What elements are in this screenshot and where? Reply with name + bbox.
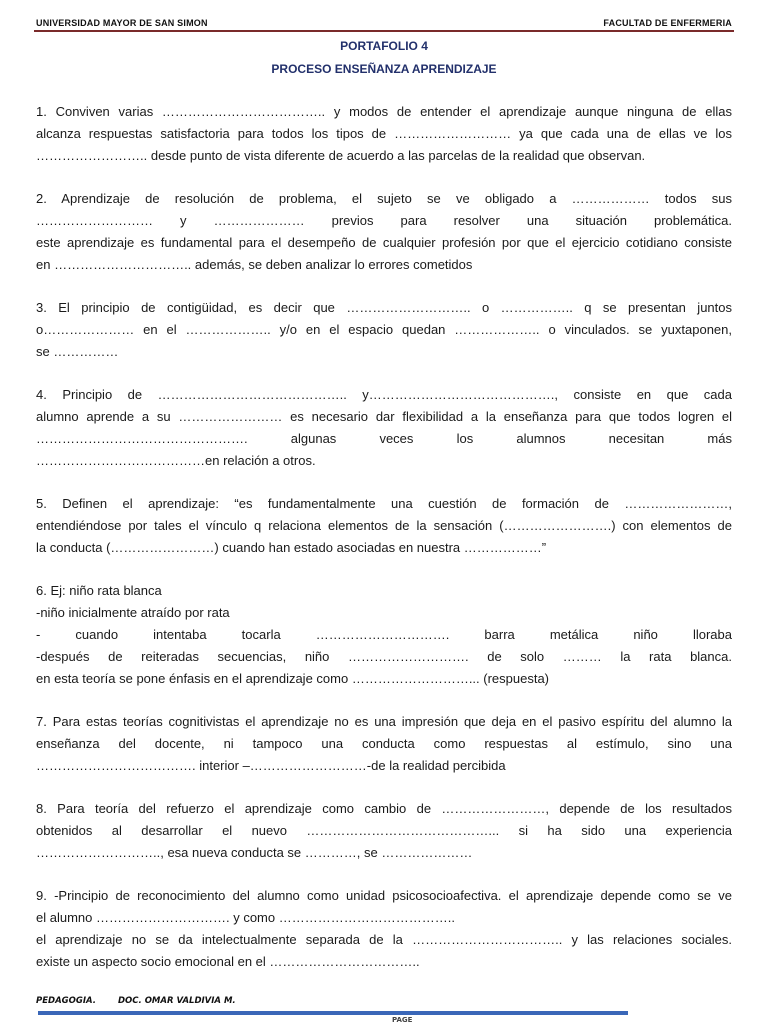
question-line: ……………………….., esa nueva conducta se …………, se ………………… [36, 845, 473, 860]
question-line: la conducta (……………………) cuando han estado asociadas en nuestra ………………” [36, 540, 547, 555]
question-line: ………………………………. interior –………………………-de la realidad percibida [36, 758, 506, 773]
page-header [36, 14, 732, 31]
faculty-name: FACULTAD DE ENFERMERIA [603, 17, 732, 28]
question-6 [36, 580, 732, 690]
question-line: 5. Definen el aprendizaje: “es fundamentalmente una cuestión de formación de ……………………, [36, 496, 732, 511]
question-line: 8. Para teoría del refuerzo el aprendizaje como cambio de ……………………, depende de los resultados [36, 801, 732, 816]
question-line: o………………… en el ……………….. y/o en el espacio quedan ……………….. o vinculados. se yuxtaponen, [36, 322, 732, 337]
university-name: UNIVERSIDAD MAYOR DE SAN SIMON [36, 17, 208, 28]
question-line: -niño inicialmente atraído por rata [36, 605, 230, 620]
question-line: se …………… [36, 344, 119, 359]
question-line: 6. Ej: niño rata blanca [36, 583, 162, 598]
question-line: ……………………… y ………………… previos para resolver una situación problemática. [36, 213, 732, 228]
question-line: el alumno …………………………. y como ………………………………….. [36, 910, 455, 925]
question-line: en ………………………….. además, se deben analizar lo errores cometidos [36, 257, 473, 272]
question-2 [36, 188, 732, 276]
question-line: 3. El principio de contigüidad, es decir que ……………………….. o …………….. q se presentan juntos [36, 300, 732, 315]
question-line: …………………….. desde punto de vista diferente de acuerdo a las parcelas de la realidad que observan. [36, 148, 646, 163]
question-3 [36, 297, 732, 363]
question-line: existe un aspecto socio emocional en el …………………………….. [36, 954, 420, 969]
question-line: …………………………………en relación a otros. [36, 453, 316, 468]
question-line: 9. -Principio de reconocimiento del alumno como unidad psicosocioafectiva. el aprendizaje depende como se ve [36, 888, 732, 903]
subject-label: PEDAGOGIA. [36, 996, 96, 1006]
footer-divider [38, 1011, 628, 1015]
question-line: 1. Conviven varias ……………………………….. y modos de entender el aprendizaje aunque ninguna de ellas [36, 104, 732, 119]
question-4 [36, 384, 732, 472]
question-line: alumno aprende a su …………………… es necesario dar flexibilidad a la enseñanza para que todos logren el [36, 409, 732, 424]
question-line: 7. Para estas teorías cognitivistas el aprendizaje no es una impresión que deja en el pasivo espíritu del alumno la [36, 714, 732, 729]
question-8 [36, 798, 732, 864]
teacher-name: DOC. OMAR VALDIVIA M. [117, 996, 236, 1006]
question-line: enseñanza del docente, ni tampoco una conducta como respuestas al estímulo, sino una [36, 736, 732, 751]
question-line: en esta teoría se pone énfasis en el aprendizaje como ………………………... (respuesta) [36, 671, 550, 686]
page-footer [36, 996, 236, 1006]
question-line: alcanza respuestas satisfactoria para todos los tipos de ……………………… ya que cada una de ellas ve los [36, 126, 732, 141]
question-line: 4. Principio de …………………………………….. y……………………………………., consiste en que cada [36, 387, 732, 402]
question-1 [36, 101, 732, 167]
question-line: entendiéndose por tales el vínculo q relaciona elementos de la sensación (…………………….) con elementos de [36, 518, 732, 533]
questions-body [36, 101, 732, 994]
question-line: el aprendizaje no se da intelectualmente separada de la …………………………….. y las relaciones sociales. [36, 932, 732, 947]
question-line: este aprendizaje es fundamental para el desempeño de cualquier profesión por que el ejercicio cotidiano consiste [36, 235, 732, 250]
header-divider [34, 30, 734, 32]
portfolio-title: PORTAFOLIO 4 [340, 39, 428, 53]
question-line: 2. Aprendizaje de resolución de problema, el sujeto se ve obligado a ……………… todos sus [36, 191, 732, 206]
document-subtitle: PROCESO ENSEÑANZA APRENDIZAJE [271, 62, 497, 76]
question-9 [36, 885, 732, 973]
question-line: obtenidos al desarrollar el nuevo ……………………………………... si ha sido una experiencia [36, 823, 732, 838]
question-line: - cuando intentaba tocarla …………………………. barra metálica niño lloraba [36, 627, 732, 642]
question-5 [36, 493, 732, 559]
page-number-label: PAGE [392, 1016, 413, 1024]
question-line: …………………………………………. algunas veces los alumnos necesitan más [36, 431, 732, 446]
question-7 [36, 711, 732, 777]
question-line: -después de reiteradas secuencias, niño ………………………. de solo ……… la rata blanca. [36, 649, 732, 664]
